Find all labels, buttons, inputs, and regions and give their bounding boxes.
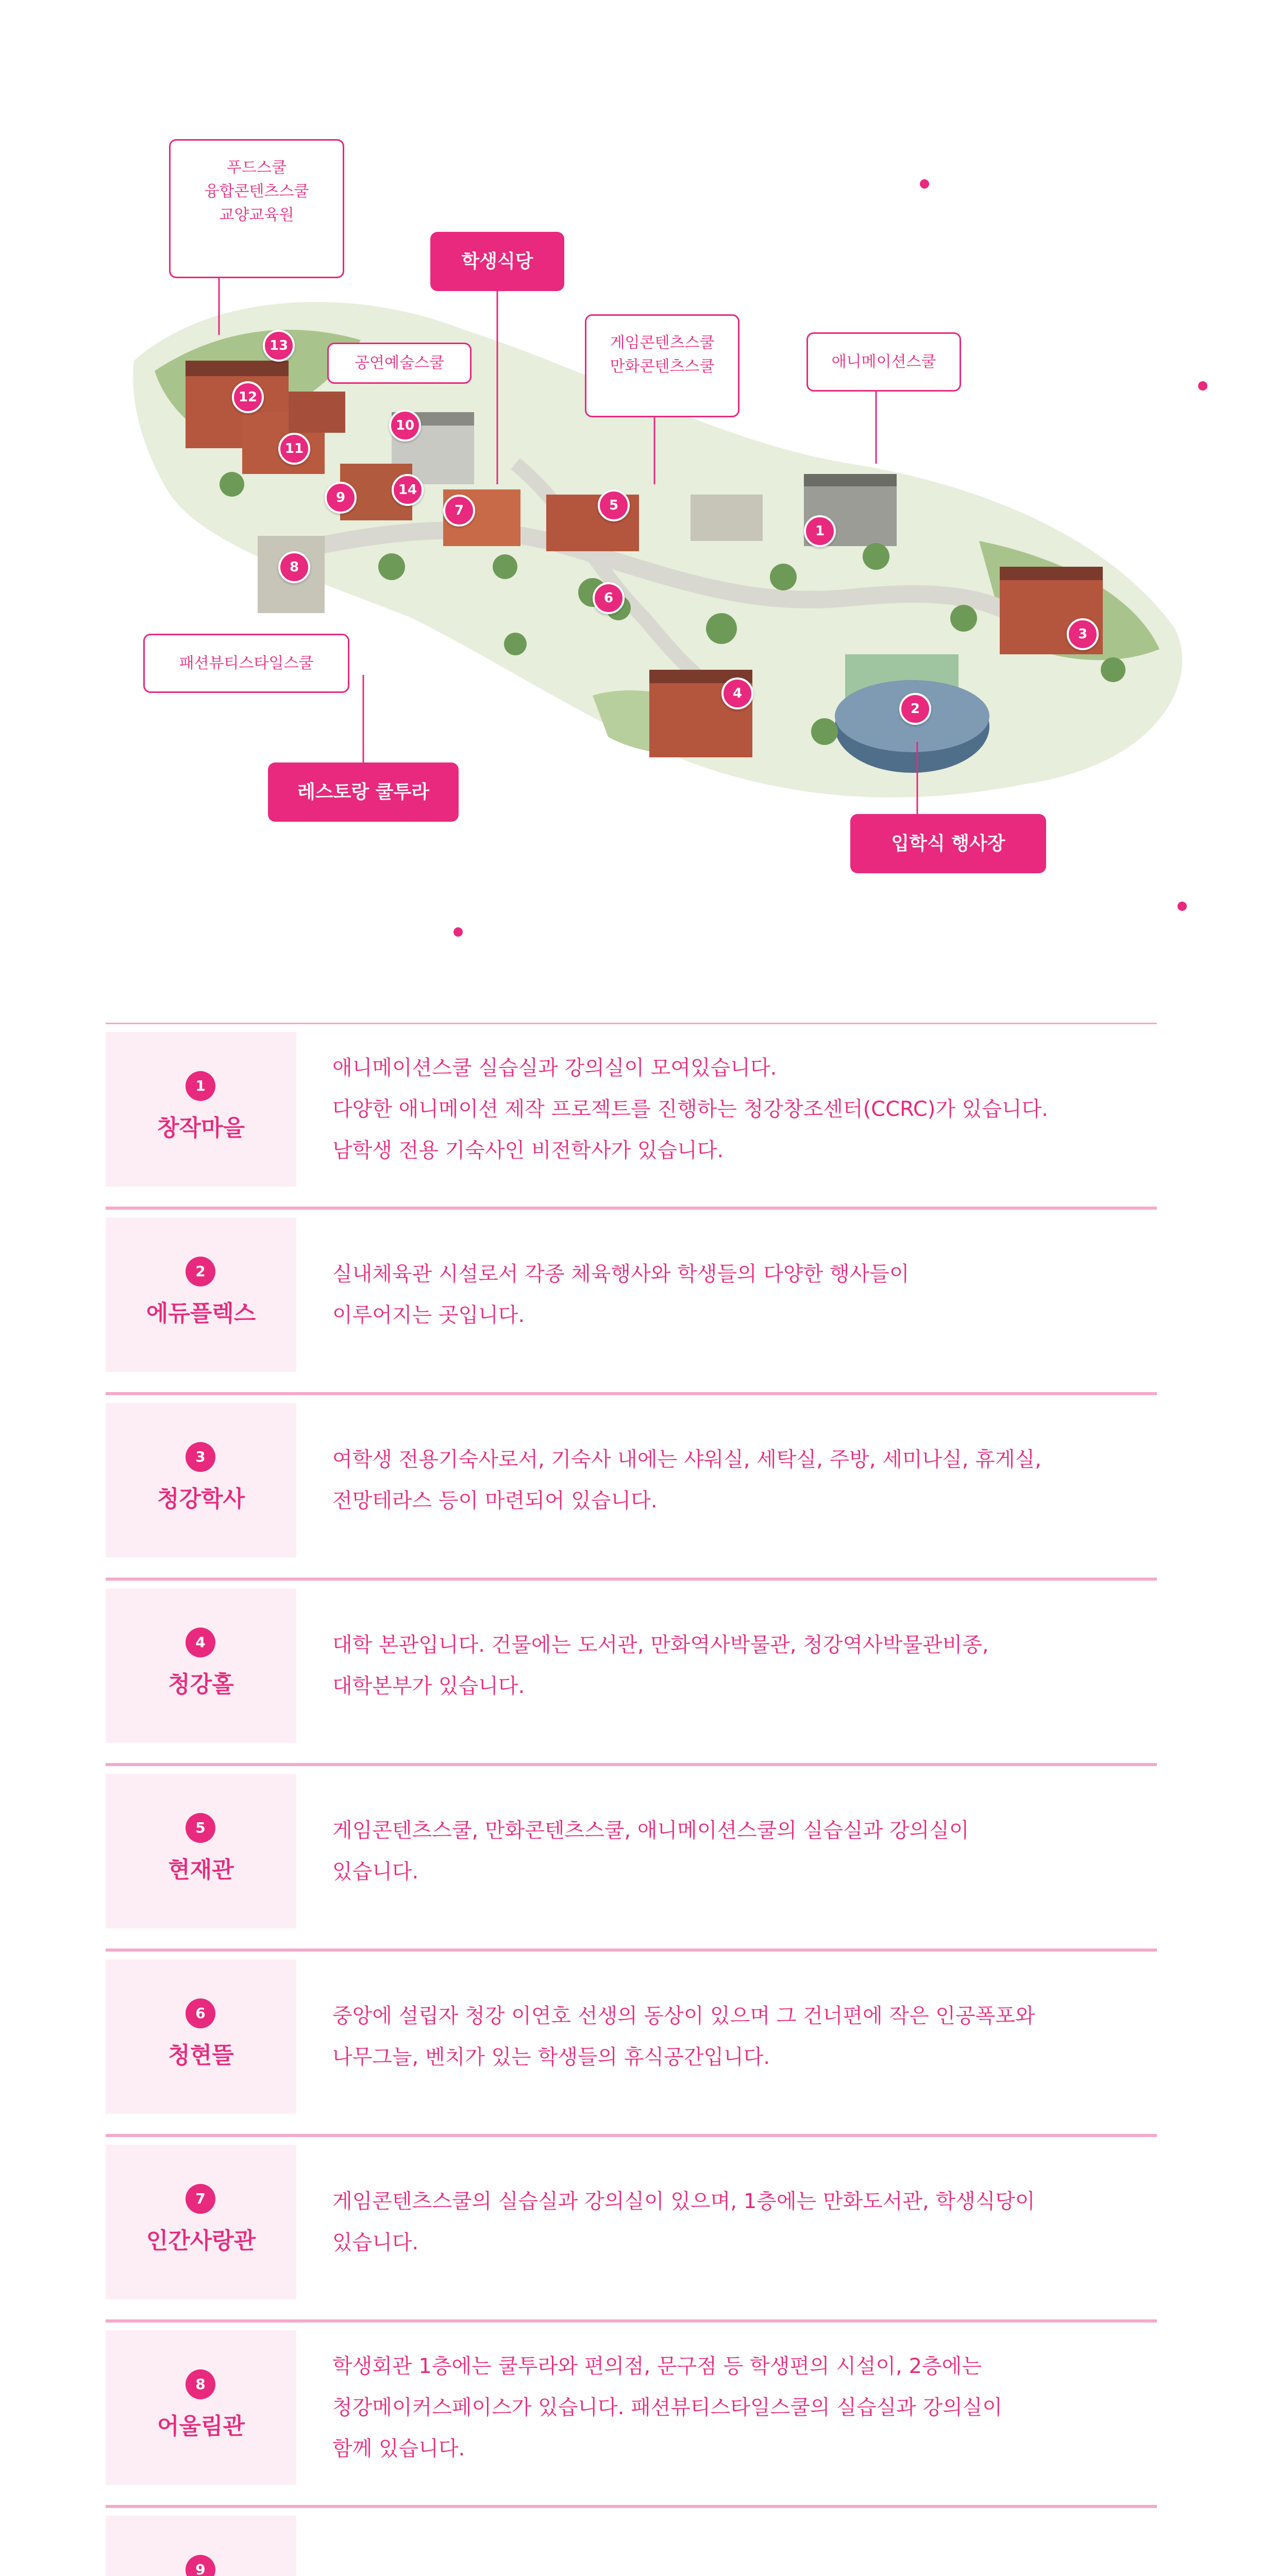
map-marker-14[interactable]: 14 — [392, 474, 424, 506]
map-marker-7[interactable]: 7 — [443, 495, 475, 527]
callout-performing — [327, 343, 472, 384]
map-marker-3[interactable]: 3 — [1067, 618, 1099, 650]
building-description — [332, 2572, 863, 2576]
callout-fashion-label: 패션뷰티스타일스쿨 — [179, 654, 314, 672]
list-item — [106, 1579, 1157, 1765]
building-name: 인간사랑관 — [146, 2228, 256, 2254]
map-marker-1[interactable]: 1 — [804, 515, 836, 547]
decor-dot — [1198, 381, 1207, 391]
building-number: 3 — [186, 1442, 215, 1472]
map-marker-8[interactable]: 8 — [278, 551, 310, 583]
building-description: 중앙에 설립자 청강 이연호 선생의 동상이 있으며 그 건너편에 작은 인공폭포와 나무그늘, 벤치가 있는 학생들의 휴식공간입니다. — [332, 2004, 1035, 2069]
list-item — [106, 2136, 1157, 2321]
list-item — [106, 2321, 1157, 2506]
building-number: 1 — [186, 1071, 215, 1101]
callout-animation-label: 애니메이션스쿨 — [831, 353, 936, 371]
building-description: 학생회관 1층에는 쿨투라와 편의점, 문구점 등 학생편의 시설이, 2층에는 청강메이커스페이스가 있습니다. 패션뷰티스타일스쿨의 실습실과 강의실이 함께 있습니다. — [332, 2354, 1003, 2461]
building-description: 대학 본관입니다. 건물에는 도서관, 만화역사박물관, 청강역사박물관비종, 대학본부가 있습니다. — [332, 1633, 989, 1698]
building-name: 현재관 — [168, 1857, 234, 1883]
callout-game-line2: 만화콘텐츠스쿨 — [610, 358, 715, 376]
building-name: 창작마을 — [157, 1115, 245, 1141]
building-list — [106, 1023, 1157, 2576]
callout-fashion — [143, 634, 349, 693]
campus-map — [0, 0, 1278, 979]
list-item — [106, 1394, 1157, 1579]
decor-dot — [1178, 902, 1187, 911]
list-item — [106, 2506, 1157, 2576]
decor-dot — [453, 927, 463, 937]
building-name: 청현뜰 — [168, 2042, 234, 2069]
tag-restaurant: 레스토랑 쿨투라 — [268, 762, 459, 822]
building-number: 6 — [186, 1998, 215, 2028]
map-marker-12[interactable]: 12 — [232, 381, 264, 413]
building-name: 청강학사 — [157, 1486, 245, 1512]
callout-food — [169, 139, 344, 278]
building-description: 실내체육관 시설로서 각종 체육행사와 학생들의 다양한 행사들이 이루어지는 곳입니다. — [332, 1262, 910, 1327]
list-item — [106, 1765, 1157, 1950]
callout-performing-label: 공연예술스쿨 — [355, 354, 444, 372]
building-description: 게임콘텐츠스쿨, 만화콘텐츠스쿨, 애니메이션스쿨의 실습실과 강의실이 있습니다. — [332, 1819, 969, 1884]
map-marker-5[interactable]: 5 — [598, 489, 630, 521]
tag-cafeteria: 학생식당 — [430, 232, 564, 291]
building-name: 에듀플렉스 — [146, 1300, 256, 1327]
building-number: 7 — [186, 2184, 215, 2214]
list-item — [106, 1023, 1157, 1208]
building-number: 8 — [186, 2369, 215, 2399]
building-number: 5 — [186, 1813, 215, 1843]
callout-animation — [806, 332, 961, 392]
map-marker-11[interactable]: 11 — [278, 433, 310, 465]
building-number: 9 — [186, 2555, 215, 2576]
map-marker-2[interactable]: 2 — [899, 693, 931, 725]
callout-game-line1: 게임콘텐츠스쿨 — [610, 334, 715, 352]
building-number: 4 — [186, 1628, 215, 1657]
map-marker-13[interactable]: 13 — [263, 330, 295, 362]
callout-food-line2: 융합콘텐츠스쿨 — [204, 182, 309, 200]
building-description: 여학생 전용기숙사로서, 기숙사 내에는 샤워실, 세탁실, 주방, 세미나실, 휴게실, 전망테라스 등이 마련되어 있습니다. — [332, 1448, 1041, 1513]
list-item — [106, 1208, 1157, 1394]
building-number: 2 — [186, 1257, 215, 1286]
building-description: 게임콘텐츠스쿨의 실습실과 강의실이 있으며, 1층에는 만화도서관, 학생식당이 있습니다. — [332, 2190, 1035, 2255]
callout-game — [585, 314, 739, 417]
decor-dot — [920, 179, 929, 189]
map-marker-9[interactable]: 9 — [325, 482, 357, 514]
map-marker-4[interactable]: 4 — [721, 677, 753, 709]
tag-ceremony: 입학식 행사장 — [850, 814, 1046, 873]
map-marker-10[interactable]: 10 — [389, 410, 421, 442]
building-name: 어울림관 — [157, 2413, 245, 2439]
callout-food-line1: 푸드스쿨 — [227, 159, 287, 177]
list-item — [106, 1950, 1157, 2136]
building-description: 애니메이션스쿨 실습실과 강의실이 모여있습니다. 다양한 애니메이션 제작 프로젝트를 진행하는 청강창조센터(CCRC)가 있습니다. 남학생 전용 기숙사인 비전학사가 있습니다. — [332, 1056, 1049, 1162]
map-marker-6[interactable]: 6 — [593, 582, 625, 614]
callout-food-line3: 교양교육원 — [219, 206, 294, 224]
building-name: 청강홀 — [168, 1671, 234, 1698]
